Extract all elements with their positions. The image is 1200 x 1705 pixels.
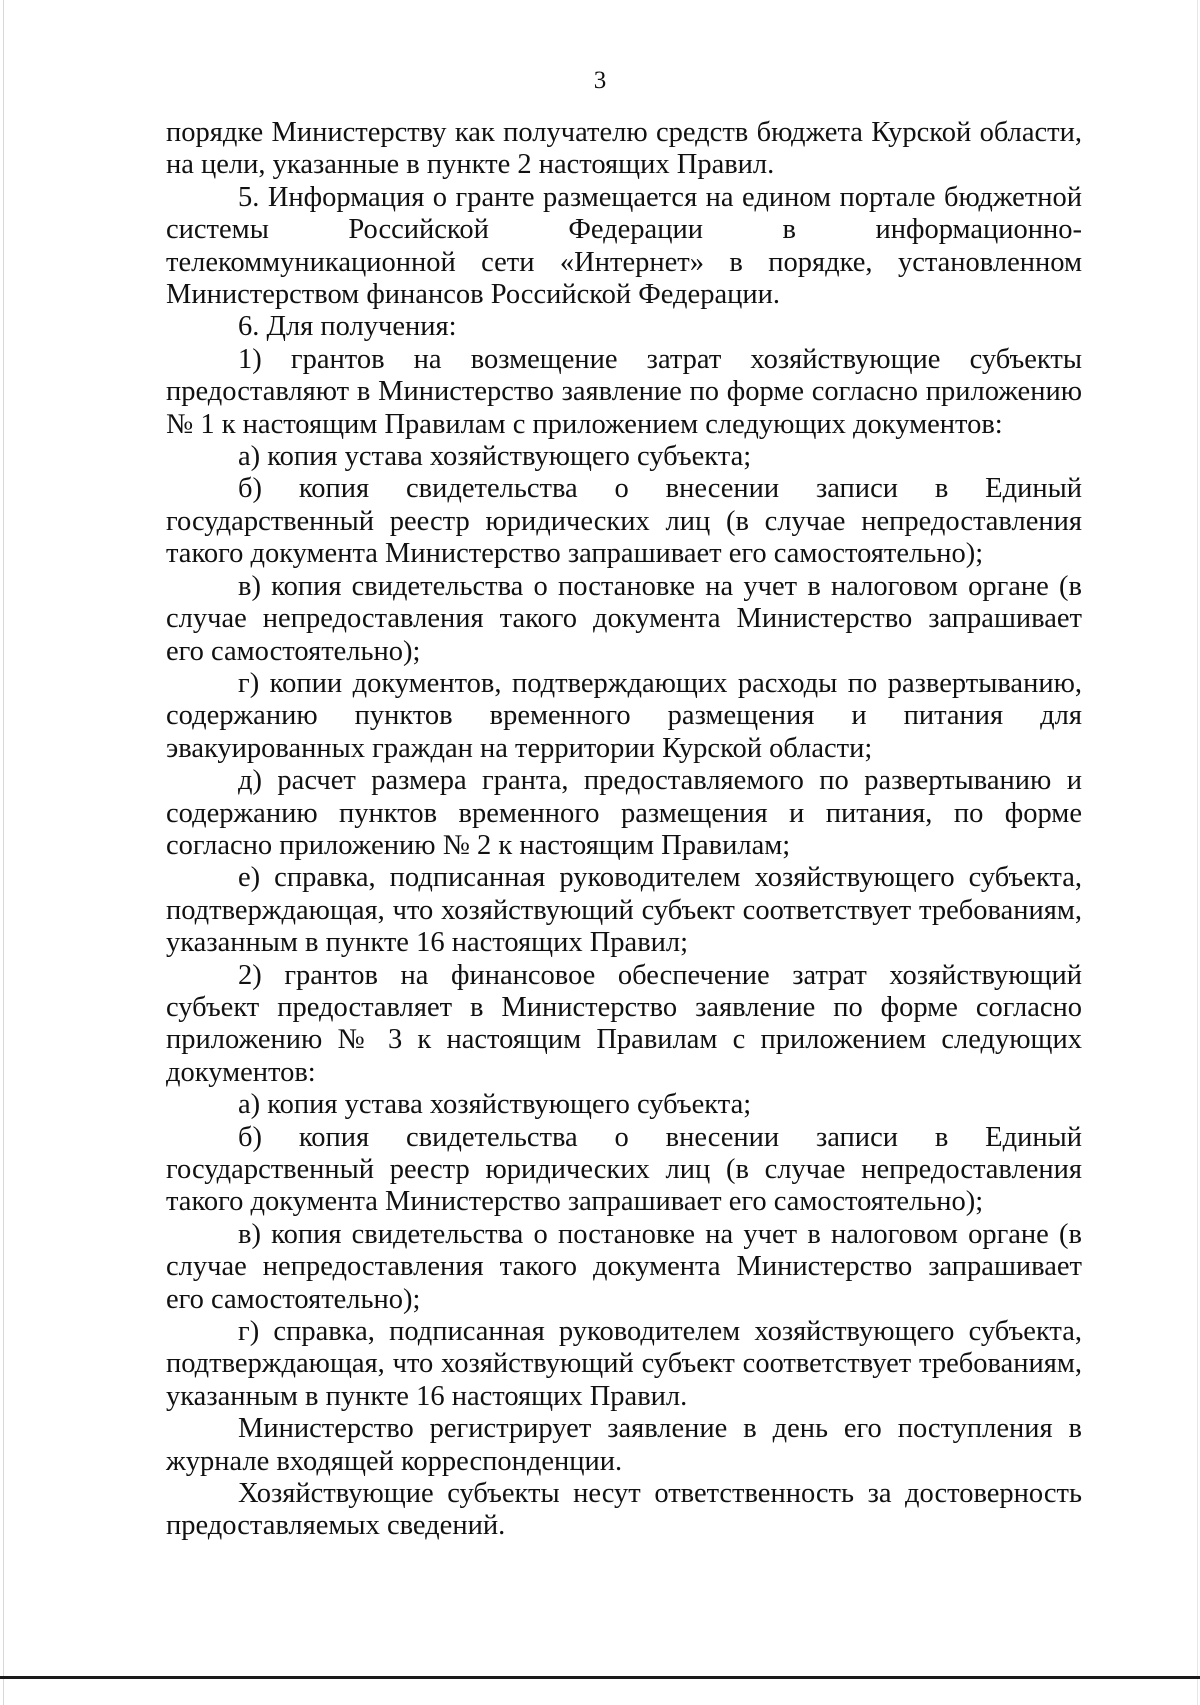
subitem-1-v: в) копия свидетельства о постановке на учет в налоговом органе (в случае непредоставления такого документа Министерство запрашивает его самостоятельно); <box>166 570 1082 667</box>
subitem-1-b: б) копия свидетельства о внесении записи в Единый государственный реестр юридических лиц (в случае непредоставления такого документа Министерство запрашивает его самостоятельно); <box>166 473 1082 570</box>
page-number: 3 <box>593 67 607 94</box>
subitem-1-g: г) копии документов, подтверждающих расходы по развертыванию, содержанию пунктов временного размещения и питания для эвакуированных граждан на территории Курской области; <box>166 667 1082 764</box>
subitem-2-b: б) копия свидетельства о внесении записи в Единый государственный реестр юридических лиц (в случае непредоставления такого документа Министерство запрашивает его самостоятельно); <box>166 1121 1082 1218</box>
scan-edge-right <box>1197 0 1198 1705</box>
paragraph-responsibility: Хозяйствующие субъекты несут ответственность за достоверность предоставляемых сведений. <box>166 1478 1082 1542</box>
paragraph-item-6: 6. Для получения: <box>238 311 457 343</box>
scan-bottom-edge <box>0 1676 1200 1679</box>
subitem-2-v: в) копия свидетельства о постановке на учет в налоговом органе (в случае непредоставления такого документа Министерство запрашивает его самостоятельно); <box>166 1218 1082 1315</box>
scan-edge-left <box>3 0 4 1705</box>
subitem-2-a: а) копия устава хозяйствующего субъекта; <box>238 1089 752 1121</box>
subitem-1-e: е) справка, подписанная руководителем хозяйствующего субъекта, подтверждающая, что хозяйствующий субъект соответствует требованиям, указанным в пункте 16 настоящих Правил; <box>166 862 1082 959</box>
subitem-2: 2) грантов на финансовое обеспечение затрат хозяйствующий субъект предоставляет в Министерство заявление по форме согласно приложению № 3 к настоящим Правилам с приложением следующих документов: <box>166 959 1082 1088</box>
subitem-1-d: д) расчет размера гранта, предоставляемого по развертыванию и содержанию пунктов временного размещения и питания, по форме согласно приложению № 2 к настоящим Правилам; <box>166 765 1082 861</box>
subitem-1-a: а) копия устава хозяйствующего субъекта; <box>238 441 752 473</box>
document-body <box>166 117 1082 1543</box>
subitem-1: 1) грантов на возмещение затрат хозяйствующие субъекты предоставляют в Министерство заявление по форме согласно приложению № 1 к настоящим Правилам с приложением следующих документов: <box>166 343 1082 440</box>
subitem-2-g: г) справка, подписанная руководителем хозяйствующего субъекта, подтверждающая, что хозяйствующий субъект соответствует требованиям, указанным в пункте 16 настоящих Правил. <box>166 1316 1082 1412</box>
paragraph-item-5: 5. Информация о гранте размещается на едином портале бюджетной системы Российской Федерации в информационно-телекоммуникационной сети «Интернет» в порядке, установленном Министерством финансов Российской Федерации. <box>166 181 1082 311</box>
paragraph-continuation: порядке Министерству как получателю средств бюджета Курской области, на цели, указанные в пункте 2 настоящих Правил. <box>166 117 1082 181</box>
paragraph-registration: Министерство регистрирует заявление в день его поступления в журнале входящей корреспонденции. <box>166 1413 1082 1477</box>
